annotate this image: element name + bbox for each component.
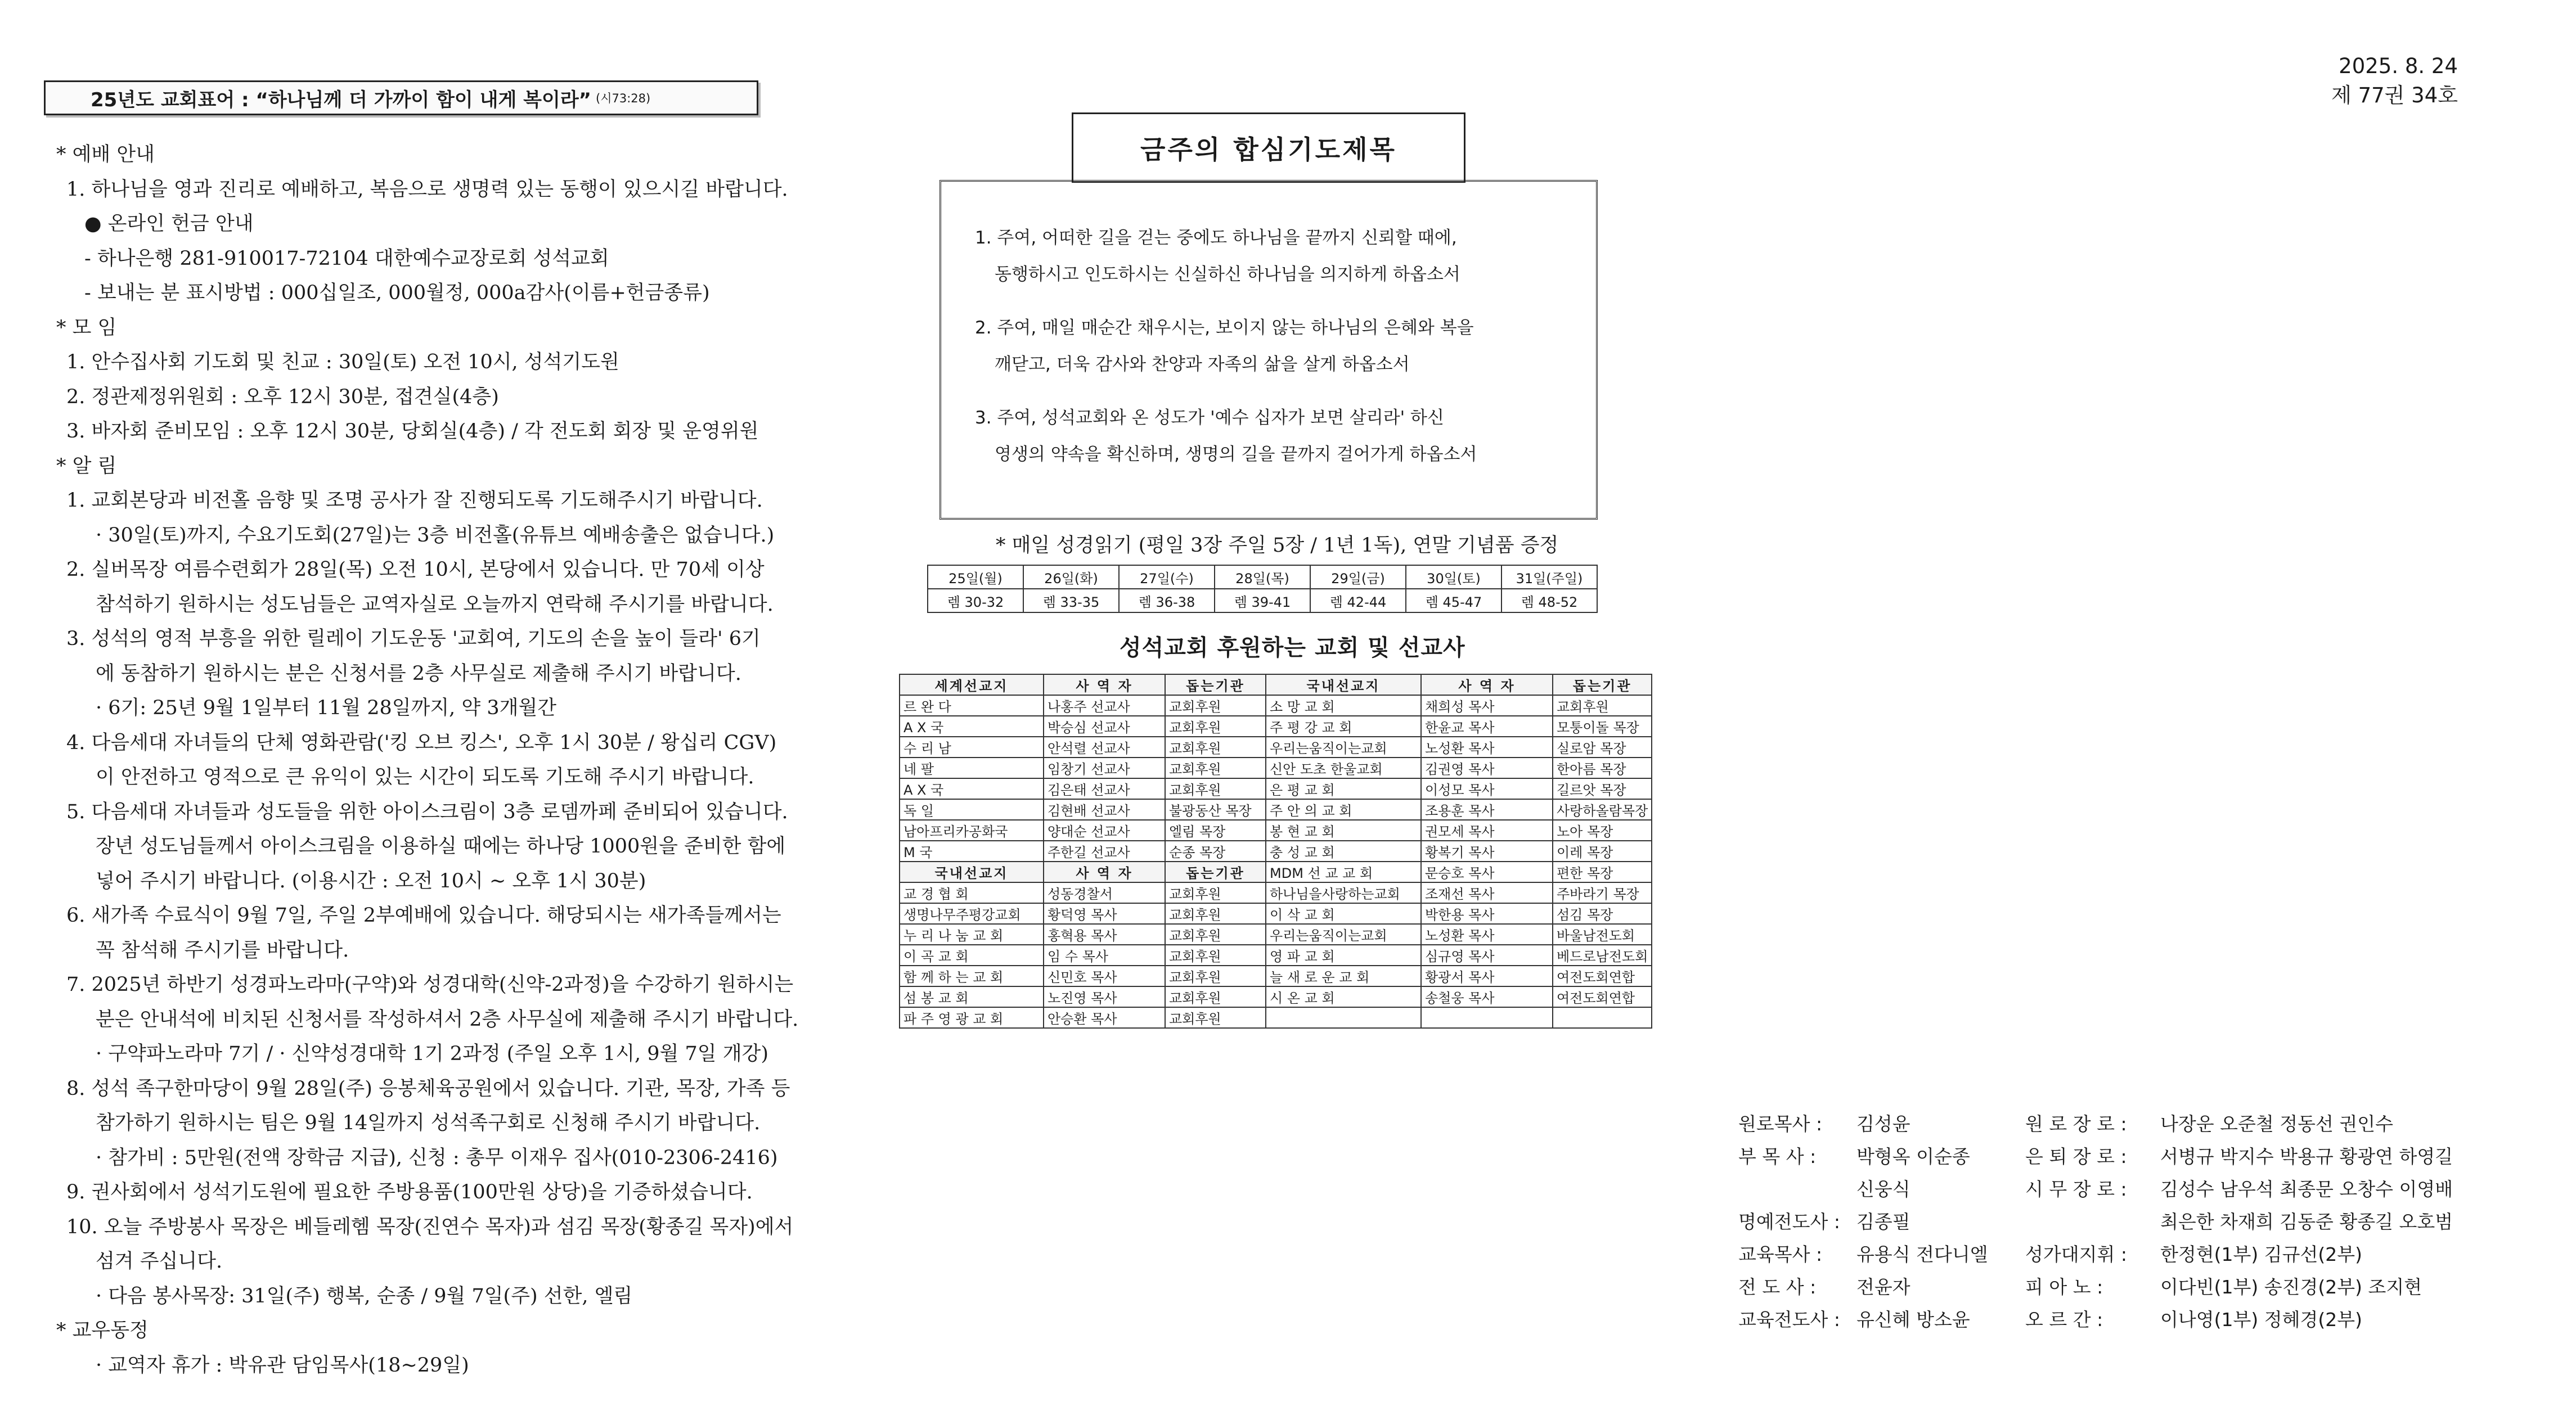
mission-header: 세계선교지 xyxy=(900,674,1044,695)
table-row xyxy=(900,695,1652,716)
staff-role: 오 르 간 : xyxy=(2025,1309,2103,1331)
prayer-item xyxy=(975,310,1596,383)
mission-header: 사 역 자 xyxy=(1421,674,1553,695)
mission-cell: 영 파 교 회 xyxy=(1266,945,1421,966)
mission-cell: 교회후원 xyxy=(1165,882,1266,903)
staff-names: 유용식 전다니엘 xyxy=(1856,1243,1988,1265)
notice-line: 이 안전하고 영적으로 큰 유익이 있는 시간이 되도록 기도해 주시기 바랍니다. xyxy=(96,766,754,788)
mission-cell: 황덕영 목사 xyxy=(1044,903,1165,924)
prayer-title: 금주의 합심기도제목 xyxy=(1072,112,1465,183)
staff-role: 교육전도사 : xyxy=(1738,1309,1840,1331)
mission-cell: 불광동산 목장 xyxy=(1165,799,1266,820)
mission-cell: 남아프리카공화국 xyxy=(900,820,1044,841)
notice-line: 꼭 참석해 주시기를 바랍니다. xyxy=(96,939,349,962)
notice-line: 9. 권사회에서 성석기도원에 필요한 주방용품(100만원 상당)을 기증하셨습니다. xyxy=(66,1181,753,1203)
mission-cell: 김권영 목사 xyxy=(1421,758,1553,778)
table-row xyxy=(900,924,1652,945)
mission-cell: 노아 목장 xyxy=(1553,820,1652,841)
table-row xyxy=(900,778,1652,799)
staff-row xyxy=(2025,1140,2453,1173)
mission-cell: 이레 목장 xyxy=(1553,841,1652,862)
mission-cell: 한윤교 목사 xyxy=(1421,716,1553,737)
motto-text: 25년도 교회표어 : “하나님께 더 가까이 함이 내게 복이라” xyxy=(91,88,592,111)
mission-cell: 신민호 목사 xyxy=(1044,966,1165,986)
notice-line: 10. 오늘 주방봉사 목장은 베들레헴 목장(진연수 목자)과 섬김 목장(황종길 목자)에서 xyxy=(66,1215,794,1238)
mission-cell: MDM 선 교 교 회 xyxy=(1266,862,1421,882)
staff-row xyxy=(2025,1108,2453,1140)
staff-row xyxy=(1738,1238,1988,1271)
table-row xyxy=(900,862,1652,882)
prayer-line-cont: 동행하시고 인도하시는 신실하신 하나님을 의지하게 하옵소서 xyxy=(995,264,1460,285)
mission-cell: 조재선 목사 xyxy=(1421,882,1553,903)
reading-chapter: 렘 45-47 xyxy=(1406,589,1501,612)
mission-cell: 교회후원 xyxy=(1165,758,1266,778)
reading-chapter: 렘 48-52 xyxy=(1501,589,1597,612)
staff-role: 은 퇴 장 로 : xyxy=(2025,1146,2127,1167)
mission-cell xyxy=(1266,1007,1421,1028)
notice-line: - 보내는 분 표시방법 : 000십일조, 000월정, 000a감사(이름+헌금종류) xyxy=(84,282,710,304)
notice-line: 섬겨 주십니다. xyxy=(96,1250,223,1273)
mission-cell: 교회후원 xyxy=(1165,986,1266,1007)
mission-cell: 교회후원 xyxy=(1165,695,1266,716)
staff-list-left xyxy=(1738,1108,1988,1336)
mission-header: 국내선교지 xyxy=(1266,674,1421,695)
mission-cell: 바울남전도회 xyxy=(1553,924,1652,945)
issue-date-block xyxy=(2331,52,2458,110)
reading-day: 30일(토) xyxy=(1406,565,1501,589)
notice-line: 넣어 주시기 바랍니다. (이용시간 : 오전 10시 ~ 오후 1시 30분) xyxy=(96,869,646,892)
notice-line: 5. 다음세대 자녀들과 성도들을 위한 아이스크림이 3층 로뎀까페 준비되어 있습니다. xyxy=(66,800,788,823)
notice-line: 2. 실버목장 여름수련회가 28일(목) 오전 10시, 본당에서 있습니다. 만 70세 이상 xyxy=(66,558,765,581)
notice-line: 6. 새가족 수료식이 9월 7일, 주일 2부예배에 있습니다. 해당되시는 새가족들께서는 xyxy=(66,904,781,927)
notices-column xyxy=(56,138,804,1383)
reading-day: 26일(화) xyxy=(1023,565,1119,589)
notice-line: 분은 안내석에 비치된 신청서를 작성하셔서 2층 사무실에 제출해 주시기 바랍니다. xyxy=(96,1008,799,1031)
mission-cell: 교회후원 xyxy=(1165,716,1266,737)
mission-cell: 주 안 의 교 회 xyxy=(1266,799,1421,820)
notice-line: 1. 교회본당과 비전홀 음향 및 조명 공사가 잘 진행되도록 기도해주시기 바랍니다. xyxy=(66,489,763,512)
mission-cell: 홍혁용 목사 xyxy=(1044,924,1165,945)
prayer-line: 3. 주여, 성석교회와 온 성도가 '예수 십자가 보면 살리라' 하신 xyxy=(975,408,1444,428)
notice-line: · 교역자 휴가 : 박유관 담임목사(18~29일) xyxy=(96,1354,469,1377)
prayer-box xyxy=(939,180,1598,520)
staff-row xyxy=(1738,1140,1988,1173)
mission-cell: 시 온 교 회 xyxy=(1266,986,1421,1007)
mission-cell: 소 망 교 회 xyxy=(1266,695,1421,716)
bible-reading-table xyxy=(927,565,1598,613)
mission-cell: 이성모 목사 xyxy=(1421,778,1553,799)
prayer-line-cont: 영생의 약속을 확신하며, 생명의 길을 끝까지 걸어가게 하옵소서 xyxy=(995,444,1477,465)
mission-cell: 이 삭 교 회 xyxy=(1266,903,1421,924)
reading-day: 28일(목) xyxy=(1215,565,1310,589)
mission-cell: 박승심 선교사 xyxy=(1044,716,1165,737)
mission-cell: A X 국 xyxy=(900,778,1044,799)
staff-names: 나장운 오준철 정동선 권인수 xyxy=(2160,1113,2394,1135)
mission-cell: 실로암 목장 xyxy=(1553,737,1652,758)
table-row xyxy=(900,758,1652,778)
staff-names: 이나영(1부) 정혜경(2부) xyxy=(2160,1309,2363,1331)
staff-row xyxy=(1738,1304,1988,1336)
staff-names: 이다빈(1부) 송진경(2부) 조지현 xyxy=(2160,1276,2422,1298)
staff-row xyxy=(1738,1271,1988,1304)
mission-cell: 우리는움직이는교회 xyxy=(1266,737,1421,758)
mission-cell: 박한용 목사 xyxy=(1421,903,1553,924)
mission-cell: 교회후원 xyxy=(1165,966,1266,986)
mission-cell: 임 수 목사 xyxy=(1044,945,1165,966)
staff-row xyxy=(2025,1271,2453,1304)
mission-cell: 조용훈 목사 xyxy=(1421,799,1553,820)
mission-cell: 길르앗 목장 xyxy=(1553,778,1652,799)
notice-line: 1. 하나님을 영과 진리로 예배하고, 복음으로 생명력 있는 동행이 있으시길 바랍니다. xyxy=(66,178,788,201)
mission-cell: 사랑하올람목장 xyxy=(1553,799,1652,820)
staff-row xyxy=(2025,1206,2453,1238)
mission-cell: 김은태 선교사 xyxy=(1044,778,1165,799)
mission-cell: 교회후원 xyxy=(1553,695,1652,716)
reading-day: 31일(주일) xyxy=(1501,565,1597,589)
prayer-line: 1. 주여, 어떠한 길을 걷는 중에도 하나님을 끝까지 신뢰할 때에, xyxy=(975,228,1457,248)
staff-role: 교육목사 : xyxy=(1738,1243,1823,1265)
reading-day: 25일(월) xyxy=(928,565,1023,589)
staff-names: 서병규 박지수 박용규 황광연 하영길 xyxy=(2160,1146,2453,1167)
table-row xyxy=(900,716,1652,737)
mission-cell: 교회후원 xyxy=(1165,1007,1266,1028)
mission-cell: 안승환 목사 xyxy=(1044,1007,1165,1028)
staff-row xyxy=(1738,1206,1988,1238)
table-row xyxy=(900,820,1652,841)
mission-cell xyxy=(1421,1007,1553,1028)
mission-cell: 엘림 목장 xyxy=(1165,820,1266,841)
mission-cell: 교회후원 xyxy=(1165,924,1266,945)
notice-line: 참석하기 원하시는 성도님들은 교역자실로 오늘까지 연락해 주시기를 바랍니다. xyxy=(96,593,774,616)
mission-cell: 편한 목장 xyxy=(1553,862,1652,882)
table-row xyxy=(900,1007,1652,1028)
notice-line: 3. 성석의 영적 부흥을 위한 릴레이 기도운동 '교회여, 기도의 손을 높이 들라' 6기 xyxy=(66,628,761,650)
staff-role: 성가대지휘 : xyxy=(2025,1243,2127,1265)
staff-names: 신웅식 xyxy=(1856,1178,1910,1200)
mission-cell: 누 리 나 눔 교 회 xyxy=(900,924,1044,945)
mission-header: 사 역 자 xyxy=(1044,674,1165,695)
mission-header: 돕는기관 xyxy=(1165,674,1266,695)
mission-cell: 교회후원 xyxy=(1165,737,1266,758)
notice-line: 8. 성석 족구한마당이 9월 28일(주) 응봉체육공원에서 있습니다. 기관, 목장, 가족 등 xyxy=(66,1077,790,1100)
staff-role xyxy=(2025,1206,2160,1238)
notice-line: · 참가비 : 5만원(전액 장학금 지급), 신청 : 총무 이재우 집사(010-2306-2416) xyxy=(96,1146,778,1169)
mission-cell: 우리는움직이는교회 xyxy=(1266,924,1421,945)
mission-cell: 수 리 남 xyxy=(900,737,1044,758)
mission-cell: 봉 현 교 회 xyxy=(1266,820,1421,841)
mission-cell: 신안 도초 한울교회 xyxy=(1266,758,1421,778)
notice-line: 에 동참하기 원하시는 분은 신청서를 2층 사무실로 제출해 주시기 바랍니다. xyxy=(96,662,741,685)
mission-cell: 송철웅 목사 xyxy=(1421,986,1553,1007)
mission-cell: 교 경 협 회 xyxy=(900,882,1044,903)
notice-line: * 교우동정 xyxy=(56,1319,149,1342)
staff-row xyxy=(2025,1173,2453,1206)
mission-cell: 생명나무주평강교회 xyxy=(900,903,1044,924)
notice-line: 2. 정관제정위원회 : 오후 12시 30분, 접견실(4층) xyxy=(66,385,499,408)
table-row xyxy=(900,903,1652,924)
notice-line: 4. 다음세대 자녀들의 단체 영화관람('킹 오브 킹스', 오후 1시 30분 / 왕십리 CGV) xyxy=(66,731,777,754)
staff-names: 박형옥 이순종 xyxy=(1856,1146,1970,1167)
staff-row xyxy=(1738,1108,1988,1140)
staff-names: 김종필 xyxy=(1856,1211,1910,1233)
mission-cell: 섬김 목장 xyxy=(1553,903,1652,924)
mission-cell: 이 곡 교 회 xyxy=(900,945,1044,966)
staff-role: 부 목 사 : xyxy=(1738,1146,1817,1167)
reading-day: 29일(금) xyxy=(1310,565,1406,589)
staff-names: 전윤자 xyxy=(1856,1276,1910,1298)
mission-cell: 베드로남전도회 xyxy=(1553,945,1652,966)
staff-names: 김성수 남우석 최종문 오창수 이영배 xyxy=(2160,1178,2453,1200)
prayer-line-cont: 깨닫고, 더욱 감사와 찬양과 자족의 삶을 살게 하옵소서 xyxy=(995,354,1410,375)
mission-cell: 김현배 선교사 xyxy=(1044,799,1165,820)
staff-names: 최은한 차재희 김동준 황종길 오호범 xyxy=(2160,1211,2453,1233)
mission-cell xyxy=(1553,1007,1652,1028)
prayer-line: 2. 주여, 매일 매순간 채우시는, 보이지 않는 하나님의 은혜와 복을 xyxy=(975,318,1474,338)
staff-names: 유신혜 방소윤 xyxy=(1856,1309,1970,1331)
mission-cell: 섬 봉 교 회 xyxy=(900,986,1044,1007)
mission-cell: 독 일 xyxy=(900,799,1044,820)
table-row xyxy=(900,737,1652,758)
mission-cell: 늘 새 로 운 교 회 xyxy=(1266,966,1421,986)
mission-title: 성석교회 후원하는 교회 및 선교사 xyxy=(1120,635,1465,661)
mission-cell: 여전도회연합 xyxy=(1553,966,1652,986)
mission-cell: 네 팔 xyxy=(900,758,1044,778)
mission-cell: 교회후원 xyxy=(1165,903,1266,924)
notice-line: * 모 임 xyxy=(56,316,117,339)
church-motto xyxy=(44,80,758,115)
staff-role: 원로목사 : xyxy=(1738,1113,1823,1135)
reading-chapter: 렘 36-38 xyxy=(1119,589,1215,612)
mission-cell: 노진영 목사 xyxy=(1044,986,1165,1007)
staff-row xyxy=(2025,1238,2453,1271)
staff-names: 김성윤 xyxy=(1856,1113,1910,1135)
mission-cell: 권모세 목사 xyxy=(1421,820,1553,841)
staff-role: 명예전도사 : xyxy=(1738,1211,1840,1233)
mission-cell: 주바라기 목장 xyxy=(1553,882,1652,903)
staff-role: 전 도 사 : xyxy=(1738,1276,1817,1298)
notice-line: 3. 바자회 준비모임 : 오후 12시 30분, 당회실(4층) / 각 전도회 회장 및 운영위원 xyxy=(66,420,759,443)
mission-cell: 은 평 교 회 xyxy=(1266,778,1421,799)
table-row xyxy=(900,945,1652,966)
mission-cell: 하나님을사랑하는교회 xyxy=(1266,882,1421,903)
staff-role xyxy=(1738,1173,1856,1206)
mission-table xyxy=(899,674,1652,1029)
table-row xyxy=(900,799,1652,820)
mission-cell: 주 평 강 교 회 xyxy=(1266,716,1421,737)
staff-role: 피 아 노 : xyxy=(2025,1276,2103,1298)
staff-names: 한정현(1부) 김규선(2부) xyxy=(2160,1243,2363,1265)
notice-line: 1. 안수집사회 기도회 및 친교 : 30일(토) 오전 10시, 성석기도원 xyxy=(66,351,619,373)
mission-cell: 문승호 목사 xyxy=(1421,862,1553,882)
staff-list-right xyxy=(2025,1108,2453,1336)
notice-line: 7. 2025년 하반기 성경파노라마(구약)와 성경대학(신약-2과정)을 수강하기 원하시는 xyxy=(66,973,794,996)
staff-row xyxy=(2025,1304,2453,1336)
notice-line: - 하나은행 281-910017-72104 대한예수교장로회 성석교회 xyxy=(84,247,609,270)
mission-cell: 황광서 목사 xyxy=(1421,966,1553,986)
mission-cell: 충 성 교 회 xyxy=(1266,841,1421,862)
notice-line: · 다음 봉사목장: 31일(주) 행복, 순종 / 9월 7일(주) 선한, 엘림 xyxy=(96,1284,633,1308)
mission-cell: 르 완 다 xyxy=(900,695,1044,716)
mission-header: 돕는기관 xyxy=(1553,674,1652,695)
mission-subheader: 국내선교지 xyxy=(900,862,1044,882)
reading-chapter: 렘 33-35 xyxy=(1023,589,1119,612)
notice-line: * 예배 안내 xyxy=(56,143,155,166)
bible-reading-title: * 매일 성경읽기 (평일 3장 주일 5장 / 1년 1독), 연말 기념품 증정 xyxy=(996,534,1559,557)
notice-line: · 구약파노라마 7기 / · 신약성경대학 1기 2과정 (주일 오후 1시, 9월 7일 개강) xyxy=(96,1043,768,1065)
table-row xyxy=(900,986,1652,1007)
mission-cell: 파 주 영 광 교 회 xyxy=(900,1007,1044,1028)
mission-cell: 안석렬 선교사 xyxy=(1044,737,1165,758)
mission-cell: 황복기 목사 xyxy=(1421,841,1553,862)
table-row xyxy=(900,882,1652,903)
table-row xyxy=(900,841,1652,862)
prayer-item xyxy=(975,220,1596,293)
notice-line: 참가하기 원하시는 팀은 9월 14일까지 성석족구회로 신청해 주시기 바랍니다. xyxy=(96,1112,761,1134)
mission-cell: 노성환 목사 xyxy=(1421,924,1553,945)
mission-cell: 양대순 선교사 xyxy=(1044,820,1165,841)
staff-row xyxy=(1738,1173,1988,1206)
mission-cell: 채희성 목사 xyxy=(1421,695,1553,716)
notice-line: * 알 림 xyxy=(56,454,117,477)
mission-cell: 주한길 선교사 xyxy=(1044,841,1165,862)
mission-subheader: 사 역 자 xyxy=(1044,862,1165,882)
mission-cell: 교회후원 xyxy=(1165,945,1266,966)
prayer-item xyxy=(975,400,1596,473)
mission-cell: 나홍주 선교사 xyxy=(1044,695,1165,716)
mission-header-row xyxy=(900,674,1652,695)
mission-cell: 성동경찰서 xyxy=(1044,882,1165,903)
motto-ref: (시73:28) xyxy=(596,92,651,105)
mission-cell: A X 국 xyxy=(900,716,1044,737)
mission-subheader: 돕는기관 xyxy=(1165,862,1266,882)
staff-role: 시 무 장 로 : xyxy=(2025,1178,2127,1200)
notice-line: 장년 성도님들께서 아이스크림을 이용하실 때에는 하나당 1000원을 준비한 함에 xyxy=(96,835,786,858)
mission-cell: 순종 목장 xyxy=(1165,841,1266,862)
issue-number: 제 77권 34호 xyxy=(2331,83,2458,107)
mission-cell: M 국 xyxy=(900,841,1044,862)
notice-line: · 6기: 25년 9월 1일부터 11월 28일까지, 약 3개월간 xyxy=(96,697,557,719)
mission-cell: 여전도회연합 xyxy=(1553,986,1652,1007)
reading-day: 27일(수) xyxy=(1119,565,1215,589)
table-row xyxy=(900,966,1652,986)
reading-chapter: 렘 39-41 xyxy=(1215,589,1310,612)
mission-cell: 노성환 목사 xyxy=(1421,737,1553,758)
mission-cell: 교회후원 xyxy=(1165,778,1266,799)
notice-line: ● 온라인 헌금 안내 xyxy=(84,213,254,235)
staff-role: 원 로 장 로 : xyxy=(2025,1113,2127,1135)
mission-cell: 모퉁이돌 목장 xyxy=(1553,716,1652,737)
mission-cell: 심규영 목사 xyxy=(1421,945,1553,966)
reading-chapter: 렘 42-44 xyxy=(1310,589,1406,612)
notice-line: · 30일(토)까지, 수요기도회(27일)는 3층 비전홀(유튜브 예배송출은 없습니다.) xyxy=(96,524,775,547)
reading-chapter: 렘 30-32 xyxy=(928,589,1023,612)
mission-cell: 한아름 목장 xyxy=(1553,758,1652,778)
mission-cell: 함 께 하 는 교 회 xyxy=(900,966,1044,986)
mission-cell: 임창기 선교사 xyxy=(1044,758,1165,778)
issue-date: 2025. 8. 24 xyxy=(2339,54,2458,78)
